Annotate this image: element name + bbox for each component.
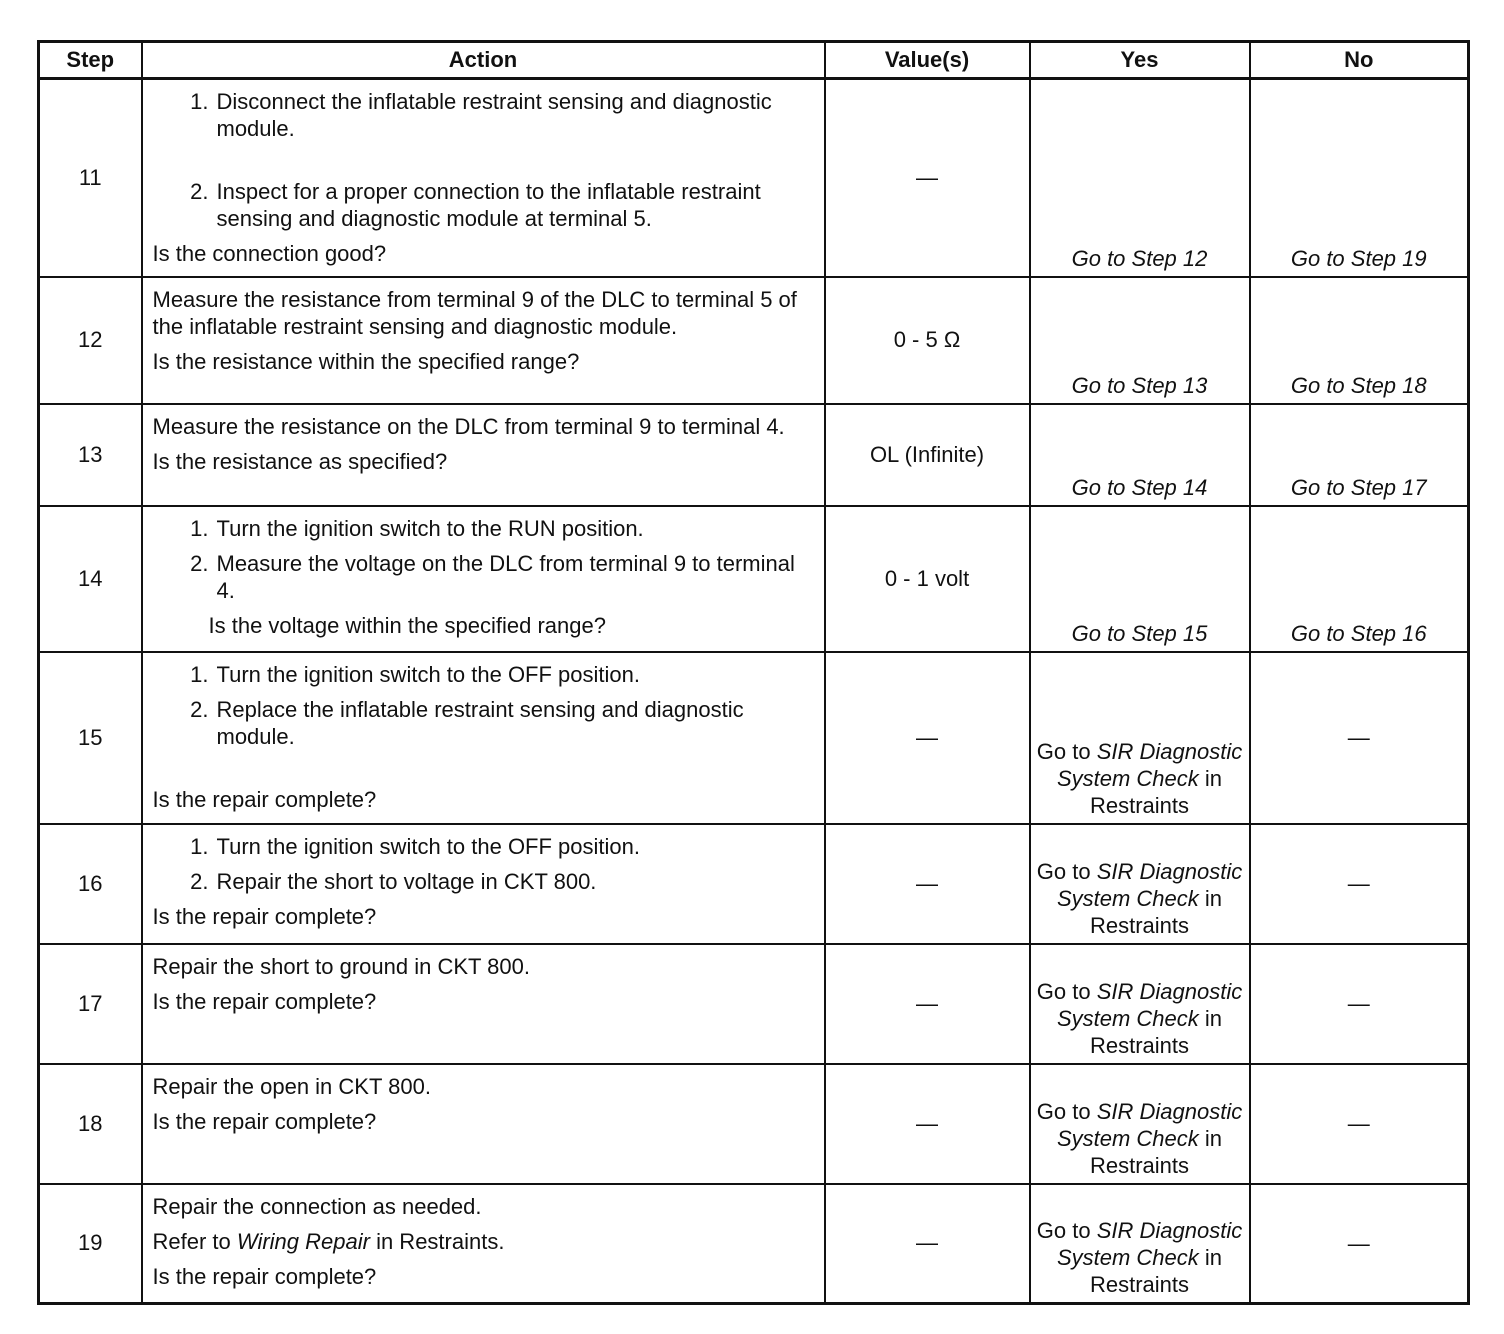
no-goto-link[interactable]: Go to Step 19 <box>1250 79 1469 277</box>
value-cell: 0 - 5 Ω <box>825 277 1030 404</box>
header-no: No <box>1250 42 1469 79</box>
question-text: Is the resistance as specified? <box>152 448 448 474</box>
action-cell <box>142 506 825 652</box>
table-row-step-14 <box>39 506 1469 652</box>
value-cell: OL (Infinite) <box>825 404 1030 506</box>
question-text: Is the repair complete? <box>152 1263 377 1289</box>
value-cell: — <box>825 944 1030 1064</box>
refer-text: Refer to Wiring Repair in Restraints. <box>152 1228 505 1254</box>
list-item: 1. Turn the ignition switch to the OFF position. <box>190 661 640 687</box>
no-cell: — <box>1250 944 1469 1064</box>
step-number: 19 <box>39 1184 142 1304</box>
no-goto-link[interactable]: Go to Step 18 <box>1250 277 1469 404</box>
action-cell <box>142 79 825 277</box>
list-item: 2. Inspect for a proper connection to the inflatable restraint sensing and diagnostic module at terminal 5. <box>190 179 761 231</box>
step-number: 13 <box>39 404 142 506</box>
action-cell <box>142 277 825 404</box>
yes-goto-link[interactable]: Go to Step 12 <box>1030 79 1250 277</box>
list-item: 1. Disconnect the inflatable restraint sensing and diagnostic module. <box>190 89 772 141</box>
action-cell <box>142 1064 825 1184</box>
step-number: 11 <box>39 79 142 277</box>
no-goto-link[interactable]: Go to Step 17 <box>1250 404 1469 506</box>
yes-goto-link[interactable]: Go to Step 14 <box>1030 404 1250 506</box>
header-step: Step <box>39 42 142 79</box>
action-text: Repair the short to ground in CKT 800. <box>152 953 530 979</box>
yes-sir-link[interactable]: Go to SIR Diagnostic System Check in Restraints <box>1030 944 1250 1064</box>
list-item: 1. Turn the ignition switch to the OFF position. <box>190 833 640 859</box>
question-text: Is the repair complete? <box>152 786 377 812</box>
table-row-step-11 <box>39 79 1469 277</box>
yes-goto-link[interactable]: Go to Step 15 <box>1030 506 1250 652</box>
action-cell <box>142 652 825 824</box>
action-text: Measure the resistance from terminal 9 of the DLC to terminal 5 of the inflatable restraint sensing and diagnostic module. <box>152 286 797 339</box>
table-row-step-16 <box>39 824 1469 944</box>
value-cell: — <box>825 1184 1030 1304</box>
action-cell <box>142 404 825 506</box>
header-values: Value(s) <box>825 42 1030 79</box>
step-number: 17 <box>39 944 142 1064</box>
question-text: Is the repair complete? <box>152 988 377 1014</box>
question-text: Is the repair complete? <box>152 1108 377 1134</box>
yes-sir-link[interactable]: Go to SIR Diagnostic System Check in Restraints <box>1030 1184 1250 1304</box>
value-cell: — <box>825 824 1030 944</box>
table-row-step-15 <box>39 652 1469 824</box>
table-row-step-18 <box>39 1064 1469 1184</box>
no-cell: — <box>1250 1184 1469 1304</box>
step-number: 18 <box>39 1064 142 1184</box>
question-text: Is the connection good? <box>152 241 387 266</box>
yes-goto-link[interactable]: Go to Step 13 <box>1030 277 1250 404</box>
list-item: 2. Repair the short to voltage in CKT 800. <box>190 868 597 894</box>
list-item: 2. Measure the voltage on the DLC from terminal 9 to terminal 4. <box>190 550 795 603</box>
wiring-repair-link[interactable]: Wiring Repair <box>236 1228 370 1254</box>
step-number: 14 <box>39 506 142 652</box>
value-cell: — <box>825 652 1030 824</box>
list-item: 2. Replace the inflatable restraint sensing and diagnostic module. <box>190 696 744 749</box>
header-row <box>39 42 1469 79</box>
yes-sir-link[interactable]: Go to SIR Diagnostic System Check in Restraints <box>1030 824 1250 944</box>
step-number: 15 <box>39 652 142 824</box>
table-row-step-12 <box>39 277 1469 404</box>
question-text: Is the resistance within the specified range? <box>152 348 580 374</box>
value-cell: — <box>825 79 1030 277</box>
table-row-step-17 <box>39 944 1469 1064</box>
action-cell <box>142 1184 825 1304</box>
action-text: Repair the open in CKT 800. <box>152 1073 431 1099</box>
value-cell: — <box>825 1064 1030 1184</box>
yes-sir-link[interactable]: Go to SIR Diagnostic System Check in Restraints <box>1030 652 1250 824</box>
value-cell: 0 - 1 volt <box>825 506 1030 652</box>
no-cell: — <box>1250 652 1469 824</box>
no-cell: — <box>1250 824 1469 944</box>
list-item: 1. Turn the ignition switch to the RUN position. <box>190 515 644 541</box>
header-action: Action <box>142 42 825 79</box>
header-yes: Yes <box>1030 42 1250 79</box>
question-text: Is the repair complete? <box>152 903 377 929</box>
question-text: Is the voltage within the specified range? <box>208 612 606 638</box>
action-cell <box>142 944 825 1064</box>
diagnostic-table <box>37 40 1470 1305</box>
table-row-step-13 <box>39 404 1469 506</box>
step-number: 12 <box>39 277 142 404</box>
no-cell: — <box>1250 1064 1469 1184</box>
table-row-step-19 <box>39 1184 1469 1304</box>
yes-sir-link[interactable]: Go to SIR Diagnostic System Check in Restraints <box>1030 1064 1250 1184</box>
no-goto-link[interactable]: Go to Step 16 <box>1250 506 1469 652</box>
diagnostic-table-sheet <box>37 40 1467 1305</box>
action-text: Measure the resistance on the DLC from terminal 9 to terminal 4. <box>152 413 785 439</box>
action-cell <box>142 824 825 944</box>
action-text: Repair the connection as needed. <box>152 1193 482 1219</box>
step-number: 16 <box>39 824 142 944</box>
